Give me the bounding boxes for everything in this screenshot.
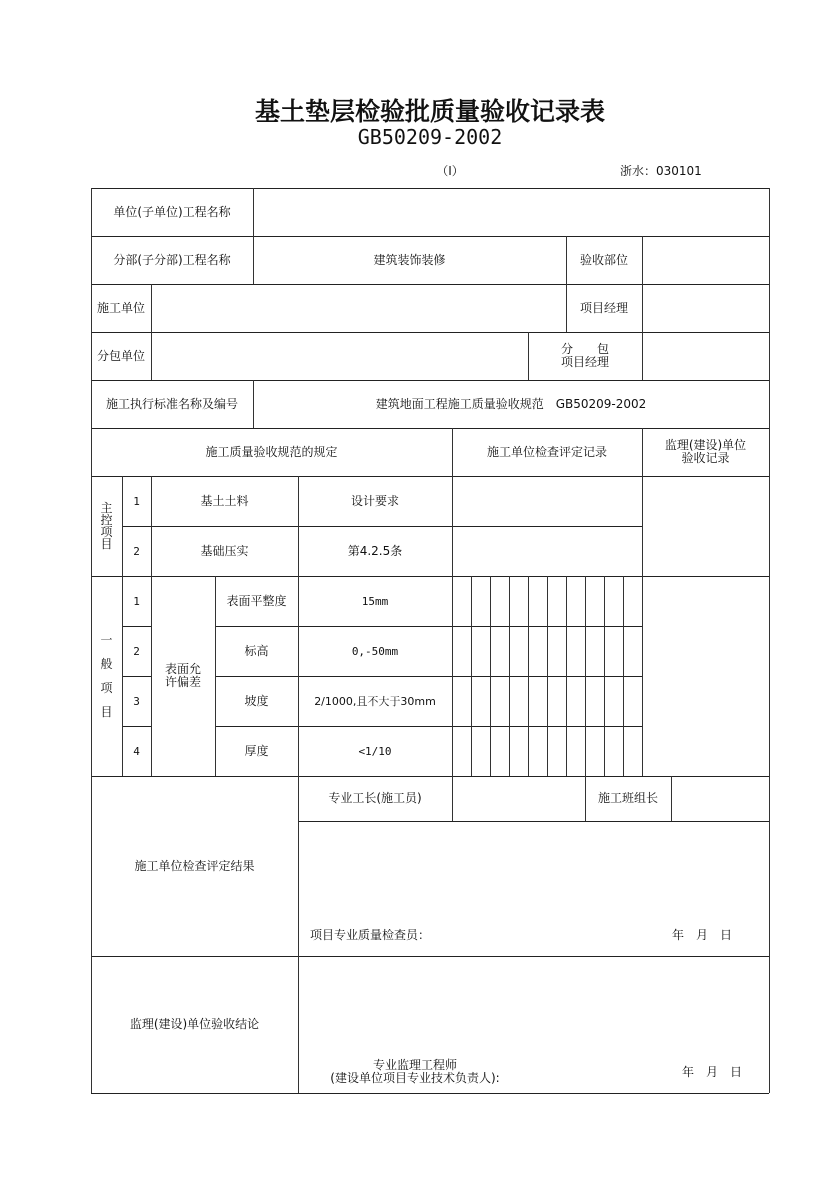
supervisor-record-header xyxy=(642,428,769,476)
general-char: 目 xyxy=(100,705,113,719)
supervisor-engineer-label xyxy=(310,1057,520,1087)
project-manager-label: 项目经理 xyxy=(579,300,628,315)
contractor-record-header: 施工单位检查评定记录 xyxy=(486,444,607,459)
general-char: 一 xyxy=(100,633,113,647)
form-standard: GB50209-2002 xyxy=(357,124,503,149)
sub-pm-label-line2: 项目经理 xyxy=(560,355,609,369)
supervisor-date: 年 月 日 xyxy=(681,1064,742,1079)
general-char: 项 xyxy=(100,681,113,695)
main-control-label xyxy=(91,476,122,576)
inspector-label: 项目专业质量检查员： xyxy=(310,927,431,942)
tolerance-group-line2: 许偏差 xyxy=(164,675,201,689)
project-manager-field[interactable] xyxy=(642,284,769,332)
table-border-right xyxy=(769,188,770,1093)
table-border-bottom xyxy=(91,1093,769,1094)
form-title: 基土垫层检验批质量验收记录表 xyxy=(254,96,605,126)
general-item-requirement: 0,-50mm xyxy=(351,644,399,658)
main-item-name: 基土土料 xyxy=(200,493,249,508)
grid-divider xyxy=(566,576,567,776)
acceptance-part-field[interactable] xyxy=(642,236,769,284)
sub-pm-label xyxy=(528,332,642,380)
general-item-name: 标高 xyxy=(244,643,269,658)
spec-header: 施工质量验收规范的规定 xyxy=(205,444,338,459)
contractor-label: 施工单位 xyxy=(96,300,145,315)
grid-divider xyxy=(547,576,548,776)
subcontractor-field[interactable] xyxy=(151,332,528,380)
sub-project-field[interactable]: 建筑装饰装修 xyxy=(373,252,446,267)
grid-divider xyxy=(509,576,510,776)
general-char: 般 xyxy=(100,657,113,671)
supervisor-record-header-line2: 验收记录 xyxy=(681,451,730,465)
grid-divider xyxy=(623,576,624,776)
sub-pm-label-line1: 分 包 xyxy=(560,342,609,356)
unit-project-label: 单位(子单位)工程名称 xyxy=(113,204,231,219)
supervisor-engineer-line1: 专业监理工程师 xyxy=(372,1058,457,1072)
grid-divider xyxy=(471,576,472,776)
general-supervisor-field[interactable] xyxy=(642,576,769,776)
subcontractor-label: 分包单位 xyxy=(96,348,145,363)
contractor-result-label: 施工单位检查评定结果 xyxy=(134,858,255,873)
grid-divider xyxy=(604,576,605,776)
main-item-record[interactable] xyxy=(452,476,642,526)
foreman-field[interactable] xyxy=(452,776,585,821)
main-item-no: 2 xyxy=(133,544,140,558)
main-control-char: 项 xyxy=(100,525,113,539)
unit-project-field[interactable] xyxy=(253,188,769,236)
general-item-name: 坡度 xyxy=(244,693,269,708)
general-item-requirement: 15mm xyxy=(361,594,389,608)
grid-divider xyxy=(528,576,529,776)
general-item-requirement: <1/10 xyxy=(358,744,392,758)
sub-project-label: 分部(子分部)工程名称 xyxy=(113,252,231,267)
supervisor-result-field[interactable] xyxy=(298,956,769,1051)
standard-value: 建筑地面工程施工质量验收规范 GB50209-2002 xyxy=(375,396,647,411)
form-code: 浙水：030101 xyxy=(620,163,702,178)
main-item-requirement: 设计要求 xyxy=(350,493,399,508)
tolerance-group-label xyxy=(151,576,215,776)
contractor-date: 年 月 日 xyxy=(671,927,732,942)
main-control-char: 目 xyxy=(100,537,113,551)
main-item-record[interactable] xyxy=(452,526,642,576)
sub-pm-field[interactable] xyxy=(642,332,769,380)
team-leader-label: 施工班组长 xyxy=(597,791,658,805)
contractor-result-field[interactable] xyxy=(298,821,769,921)
foreman-label: 专业工长(施工员) xyxy=(328,791,422,805)
acceptance-part-label: 验收部位 xyxy=(579,252,628,267)
supervisor-engineer-line2: (建设单位项目专业技术负责人): xyxy=(330,1071,500,1085)
general-item-name: 表面平整度 xyxy=(226,593,287,608)
general-item-name: 厚度 xyxy=(244,743,269,758)
main-item-no: 1 xyxy=(133,494,140,508)
general-item-no: 4 xyxy=(133,744,140,758)
supervisor-record-field[interactable] xyxy=(642,476,769,576)
contractor-field[interactable] xyxy=(151,284,566,332)
supervisor-record-header-line1: 监理(建设)单位 xyxy=(664,438,747,452)
general-item-no: 2 xyxy=(133,644,140,658)
general-item-no: 1 xyxy=(133,594,140,608)
general-label xyxy=(91,576,122,776)
main-item-name: 基础压实 xyxy=(200,543,249,558)
grid-divider xyxy=(490,576,491,776)
form-section: （Ⅰ） xyxy=(436,163,464,178)
main-control-char: 主 xyxy=(100,501,113,515)
main-item-requirement: 第4.2.5条 xyxy=(347,543,403,558)
standard-label: 施工执行标准名称及编号 xyxy=(105,396,238,411)
supervisor-result-label: 监理(建设)单位验收结论 xyxy=(129,1017,260,1031)
grid-divider xyxy=(585,576,586,776)
tolerance-group-line1: 表面允 xyxy=(164,662,201,676)
general-item-no: 3 xyxy=(133,694,140,708)
team-leader-field[interactable] xyxy=(671,776,769,821)
general-item-requirement: 2/1000,且不大于30mm xyxy=(314,694,436,708)
main-control-char: 控 xyxy=(100,513,113,527)
